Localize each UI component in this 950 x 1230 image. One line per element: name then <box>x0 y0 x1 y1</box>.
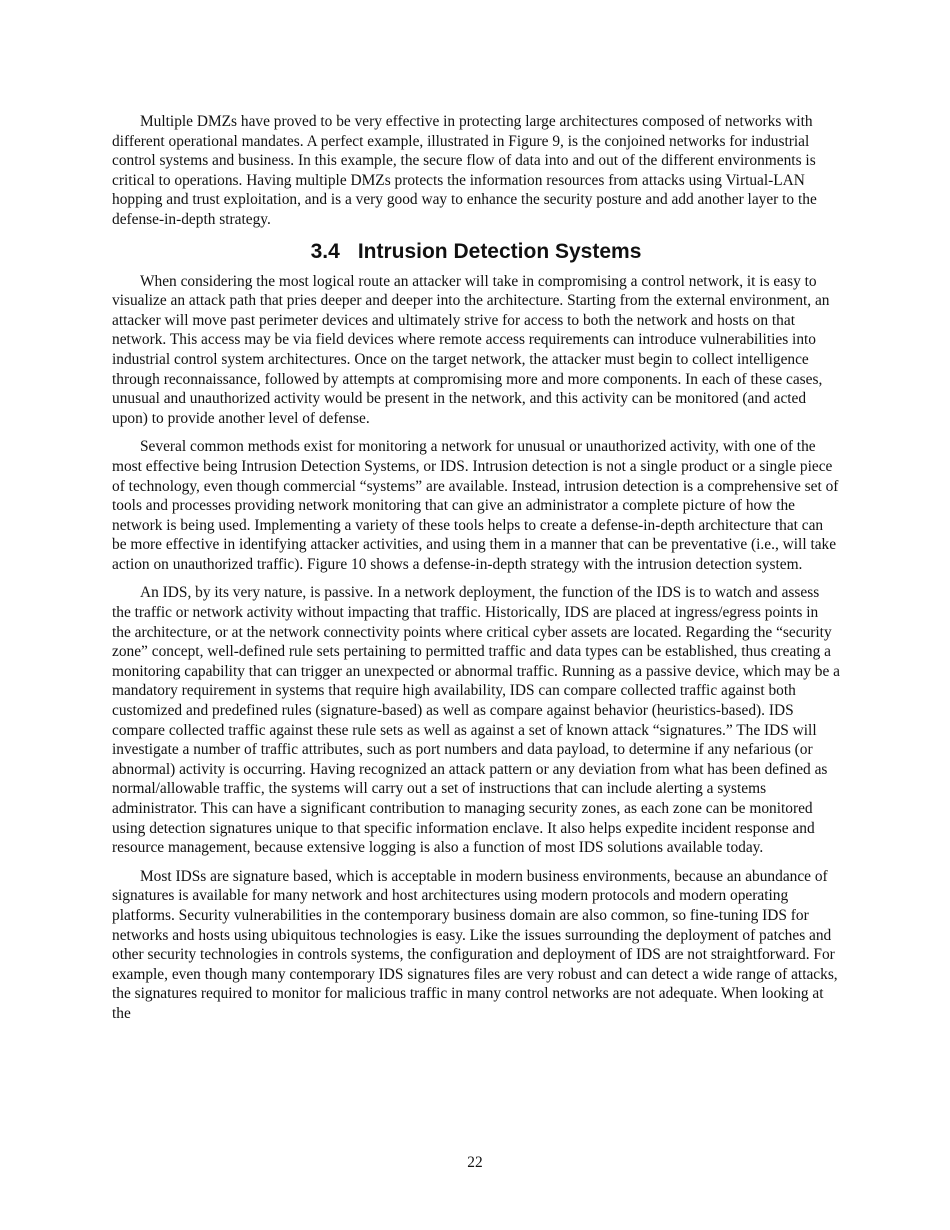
paragraph-signature-based: Most IDSs are signature based, which is acceptable in modern business environments, because an abundance of signatures is available for many network and host architectures using modern protocols and modern operating platforms. Security vulnerabilities in the contemporary business domain are also common, so fine-tuning IDS for networks and hosts using ubiquitous technologies is easy. Like the issues surrounding the deployment of patches and other security technologies in controls systems, the configuration and deployment of IDS are not straightforward. For example, even though many contemporary IDS signatures files are very robust and can detect a wide range of attacks, the signatures required to monitor for malicious traffic in many control networks are not adequate. When looking at the <box>112 867 838 1022</box>
section-number: 3.4 <box>310 239 340 263</box>
paragraph-ids-passive: An IDS, by its very nature, is passive. In a network deployment, the function of the IDS is to watch and assess the traffic or network activity without impacting that traffic. Historically, IDS are placed at ingress/egress points in the architecture, or at the network connectivity points where critical cyber assets are located. Regarding the “security zone” concept, well-defined rule sets pertaining to permitted traffic and data types can be established, thus creating a monitoring capability that can trigger an unexpected or abnormal traffic. Running as a passive device, which may be a mandatory requirement in systems that require high availability, IDS can compare collected traffic against both customized and predefined rules (signature-based) as well as compare against behavior (heuristics-based). IDS compare collected traffic against these rule sets as well as against a set of known attack “signatures.” The IDS will investigate a number of traffic attributes, such as port numbers and data payload, to determine if any nefarious (or abnormal) activity is occurring. Having recognized an attack pattern or any deviation from what has been defined as normal/allowable traffic, the systems will carry out a set of instructions that can include alerting a systems administrator. This can have a significant contribution to managing security zones, as each zone can be monitored using detection signatures unique to that specific information enclave. It also helps expedite incident response and resource management, because extensive logging is also a function of most IDS solutions available today. <box>112 584 840 857</box>
section-title: Intrusion Detection Systems <box>357 239 642 263</box>
page-content <box>112 112 840 1033</box>
paragraph-attack-path: When considering the most logical route an attacker will take in compromising a control network, it is easy to visualize an attack path that pries deeper and deeper into the architecture. Starting from the external environment, an attacker will move past perimeter devices and ultimately strive for access to both the network and hosts on that network. This access may be via field devices where remote access requirements can introduce vulnerabilities into industrial control system architectures. Once on the target network, the attacker must begin to collect intelligence through reconnaissance, followed by attempts at compromising more and more components. In each of these cases, unusual and unauthorized activity would be present in the network, and this activity can be monitored (and acted upon) to provide another level of defense. <box>112 272 830 427</box>
section-heading <box>112 239 840 265</box>
page-number: 22 <box>467 1154 483 1171</box>
paragraph-monitoring-methods: Several common methods exist for monitoring a network for unusual or unauthorized activity, with one of the most effective being Intrusion Detection Systems, or IDS. Intrusion detection is not a single product or a single piece of technology, even though commercial “systems” are available. Instead, intrusion detection is a comprehensive set of tools and processes providing network monitoring that can give an administrator a complete picture of how the network is being used. Implementing a variety of these tools helps to create a defense-in-depth architecture that can be more effective in identifying attacker activities, and using them in a manner that can be preventative (i.e., will take action on unauthorized traffic). Figure 10 shows a defense-in-depth strategy with the intrusion detection system. <box>112 438 839 573</box>
paragraph-multiple-dmzs: Multiple DMZs have proved to be very effective in protecting large architectures composed of networks with different operational mandates. A perfect example, illustrated in Figure 9, is the conjoined networks for industrial control systems and business. In this example, the secure flow of data into and out of the different environments is critical to operations. Having multiple DMZs protects the information resources from attacks using Virtual-LAN hopping and trust exploitation, and is a very good way to enhance the security posture and add another layer to the defense-in-depth strategy. <box>112 113 817 228</box>
